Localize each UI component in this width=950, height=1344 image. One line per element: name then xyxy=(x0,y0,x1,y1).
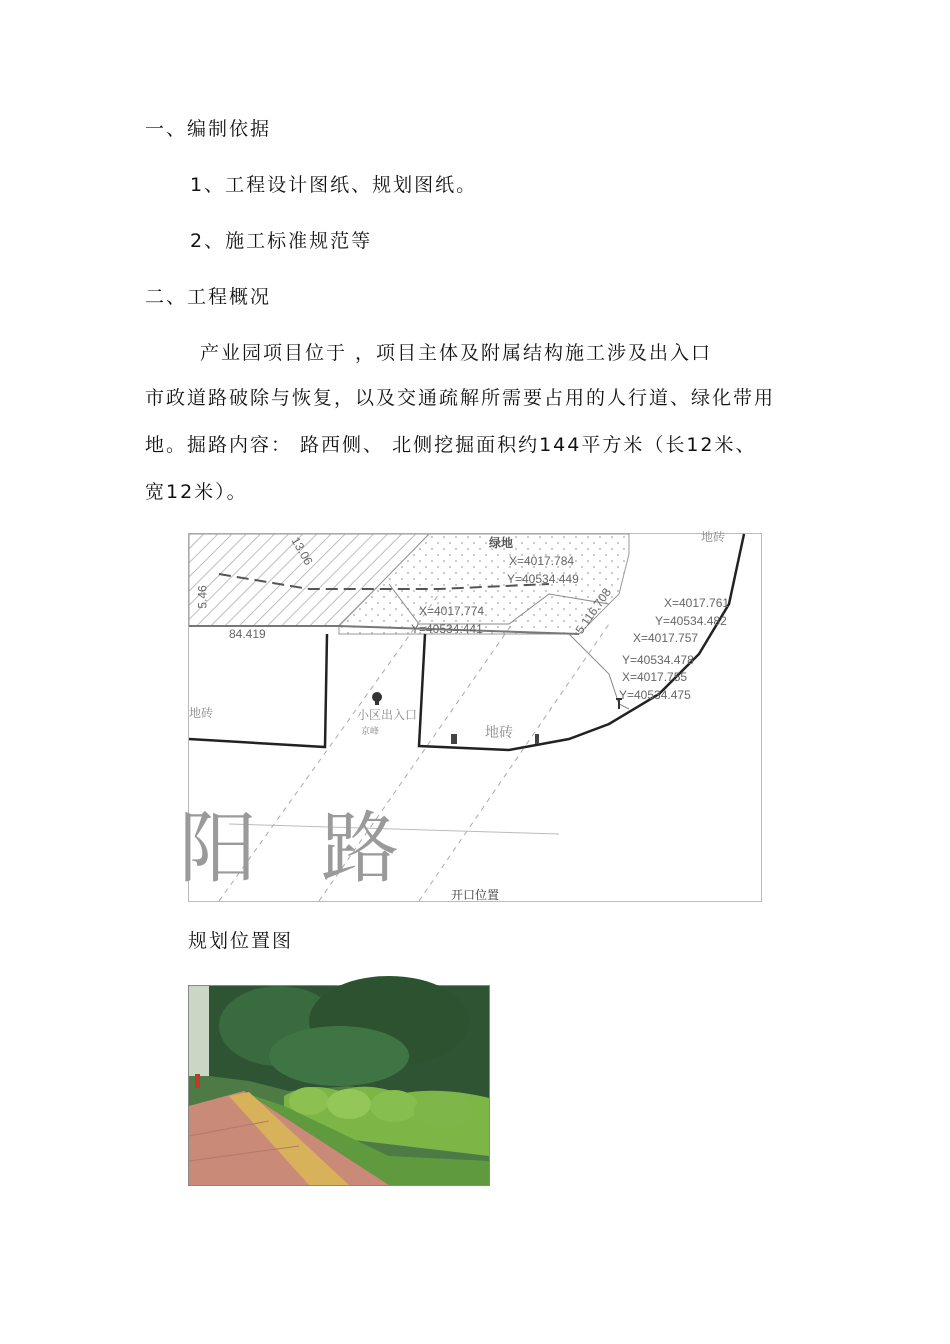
paragraph-line-4: 宽12米）。 xyxy=(145,481,248,503)
community-entrance-label: 小区出入口 xyxy=(357,708,418,722)
coord-label: Y=40534.482 xyxy=(655,614,727,628)
section1-item-2: 2、施工标准规范等 xyxy=(190,230,373,252)
coord-label: X=4017.757 xyxy=(633,631,699,645)
paragraph-line-1: 产业园项目位于 ，项目主体及附属结构施工涉及出入口 xyxy=(200,342,713,364)
figure-caption: 规划位置图 xyxy=(188,930,294,952)
site-plan-map xyxy=(179,530,762,902)
section1-heading: 一、编制依据 xyxy=(145,118,272,140)
coord-label: Y=40534.441 xyxy=(411,622,483,636)
road-name-char: 路 xyxy=(321,804,400,894)
sidewalk-greenbelt-photo xyxy=(188,985,490,1186)
paragraph-line-3: 地。掘路内容： 路西侧、 北侧挖掘面积约144平方米（长12米、 xyxy=(145,434,757,456)
marker-icon xyxy=(451,734,457,744)
opening-position-caption: 开口位置 xyxy=(450,888,499,902)
coord-label: X=4017.755 xyxy=(622,670,688,684)
left-block-outline xyxy=(189,634,327,747)
coord-label: Y=40534.449 xyxy=(507,572,579,586)
coord-label: X=4017.784 xyxy=(509,554,575,568)
ground-brick-label: 地砖 xyxy=(189,706,214,720)
section1-item-1: 1、工程设计图纸、规划图纸。 xyxy=(190,174,478,196)
ground-brick-label: 地砖 xyxy=(701,530,726,544)
coord-label: Y=40534.478 xyxy=(622,653,694,667)
ground-brick-label: 地砖 xyxy=(485,725,513,741)
dimension-label: 5.116.708 xyxy=(572,585,615,637)
elevation-label: 84.419 xyxy=(229,627,266,641)
map-drawing xyxy=(189,534,761,901)
green-label: 绿地 xyxy=(489,536,514,550)
road-name-char: 阳 xyxy=(179,804,258,894)
coord-label: X=4017.761 xyxy=(664,596,730,610)
coord-label: Y=40534.475 xyxy=(619,688,691,702)
entrance-sub-label: 京峰 xyxy=(361,727,380,737)
dimension-label: 5.46 xyxy=(195,585,210,609)
coord-label: X=4017.774 xyxy=(419,604,485,618)
dimension-label: 13.06 xyxy=(288,534,316,568)
paragraph-line-2: 市政道路破除与恢复，以及交通疏解所需要占用的人行道、绿化带用 xyxy=(145,387,776,409)
section2-heading: 二、工程概况 xyxy=(145,286,272,308)
